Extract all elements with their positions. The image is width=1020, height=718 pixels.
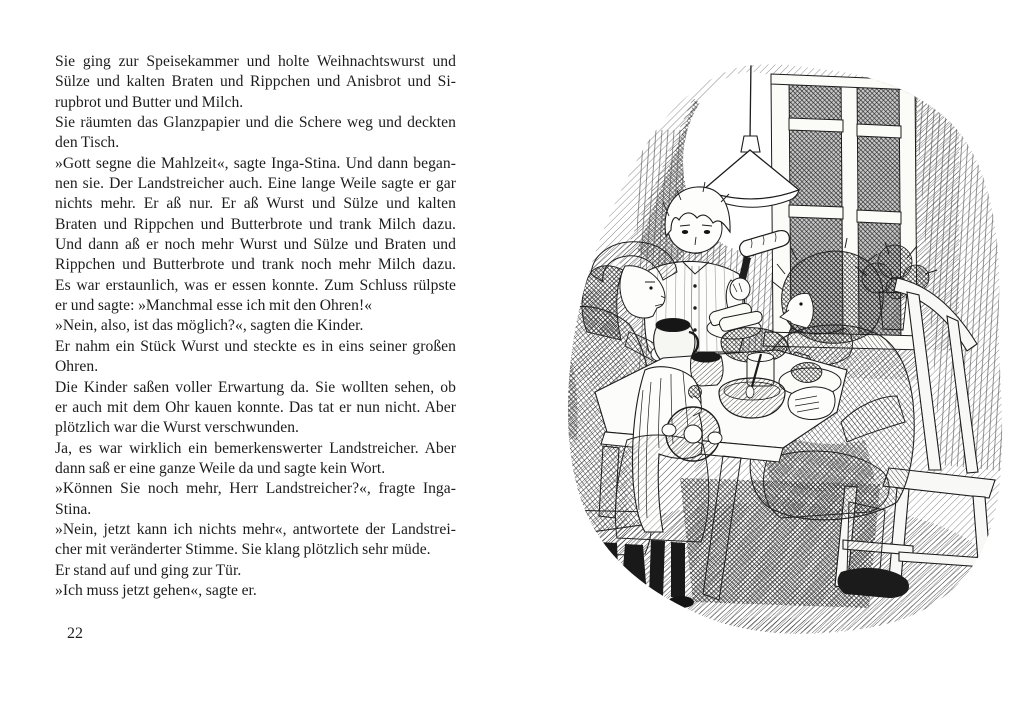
text-line: Rippchen und Butterbrote und trank noch mehr Milch dazu. xyxy=(55,256,456,274)
story-text xyxy=(55,52,456,601)
illustration-drawing xyxy=(545,40,1010,640)
text-line: nen sie. Der Landstreicher auch. Eine lange Weile sagte er gar xyxy=(55,175,456,193)
text-line: Sülze und kalten Braten und Rippchen und Anisbrot und Si- xyxy=(55,73,456,91)
text-line: Sie ging zur Speisekammer und holte Weihnachtswurst und xyxy=(55,53,456,70)
page-number: 22 xyxy=(67,625,83,642)
text-line: Es war erstaunlich, was er essen konnte. Zum Schluss rülpste xyxy=(55,276,456,294)
text-line: »Können Sie noch mehr, Herr Landstreicher?«, fragte Inga- xyxy=(55,480,456,498)
text-line: Und dann aß er noch mehr Wurst und Sülze und Braten und xyxy=(55,236,456,254)
text-line: Ja, es war wirklich ein bemerkenswerter Landstreicher. Aber xyxy=(55,439,456,457)
text-line: Er nahm ein Stück Wurst und steckte es in eins seiner großen xyxy=(55,337,456,355)
text-line: Stina. xyxy=(55,500,92,518)
text-line: dann saß er eine ganze Weile da und sagte kein Wort. xyxy=(55,459,386,477)
text-line: »Nein, also, ist das möglich?«, sagten die Kinder. xyxy=(55,317,364,335)
text-line: Er stand auf und ging zur Tür. xyxy=(55,561,242,579)
text-line: cher mit veränderter Stimme. Sie klang plötzlich sehr müde. xyxy=(55,541,431,559)
text-line: Ohren. xyxy=(55,358,99,376)
text-line: »Ich muss jetzt gehen«, sagte er. xyxy=(55,581,257,599)
text-line: »Gott segne die Mahlzeit«, sagte Inga-Stina. Und dann began- xyxy=(55,154,456,172)
text-line: den Tisch. xyxy=(55,134,120,152)
text-line: nichts mehr. Er aß nur. Er aß Wurst und Sülze und kalten xyxy=(55,195,456,213)
text-line: Die Kinder saßen voller Erwartung da. Sie wollten sehen, ob xyxy=(55,378,456,396)
vignette-background xyxy=(545,40,1010,640)
text-line: Braten und Rippchen und Butterbrote und trank Milch dazu. xyxy=(55,215,456,233)
text-line: plötzlich war die Wurst verschwunden. xyxy=(55,419,300,437)
text-line: er auch mit dem Ohr kauen konnte. Das tat er nun nicht. Aber xyxy=(55,398,456,416)
illustration xyxy=(545,40,1010,640)
text-line: er und sagte: »Manchmal esse ich mit den Ohren!« xyxy=(55,297,373,315)
text-line: Sie räumten das Glanzpapier und die Schere weg und deckten xyxy=(55,114,456,132)
text-line: »Nein, jetzt kann ich nichts mehr«, antwortete der Landstrei- xyxy=(55,520,456,538)
text-line: rupbrot und Butter und Milch. xyxy=(55,93,244,111)
